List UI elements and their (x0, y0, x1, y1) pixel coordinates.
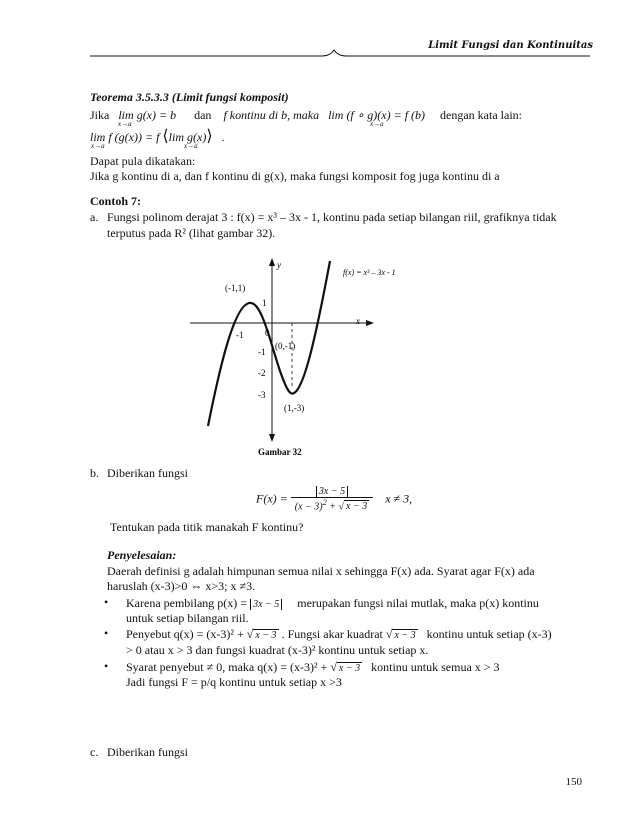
item-a-label: a. (90, 210, 99, 224)
item-c-line1: Diberikan fungsi (107, 745, 188, 759)
F-lhs: F(x) = (256, 491, 288, 506)
item-c-label: c. (90, 745, 99, 759)
y-axis-label: y (277, 260, 281, 270)
graph-figure (180, 256, 420, 456)
bullet-icon: • (104, 626, 109, 640)
item-b-line1: Diberikan fungsi (107, 466, 188, 480)
bullet2-line2: > 0 atau x > 3 dan fungsi kuadrat (x-3)² kontinu untuk setiap x. (126, 643, 429, 657)
expr1: g(x) = b (136, 108, 177, 122)
function-label: f(x) = x³ – 3x - 1 (343, 268, 396, 277)
item-b-label: b. (90, 466, 99, 480)
bullet1-abs: 3x − 5 (250, 599, 282, 610)
F-numerator: 3x − 5 (316, 486, 348, 497)
lim-word: lim (328, 108, 344, 122)
theorem-title: Teorema 3.5.3.3 (Limit fungsi komposit) (90, 90, 289, 104)
F-fraction: $\frac{3x - 5}{(x - 3)^2 + √ x - 3}$ (291, 486, 373, 512)
theorem-line3: Dapat pula dikatakan: (90, 154, 196, 168)
bullet-icon: • (104, 595, 109, 609)
expr4: lim g(x) (168, 130, 207, 144)
bullet-icon: • (104, 659, 109, 673)
y-axis-arrow (269, 258, 275, 266)
bullet3-line1: Syarat penyebut ≠ 0, maka q(x) = (x-3)² + √ x − 3 kontinu untuk semua x > 3 (126, 660, 500, 674)
theorem-line2: lim f (g(x)) = f ⟨lim g(x)⟩ . (90, 128, 225, 145)
bullet1-line1: Karena pembilang p(x) = 3x − 5 merupakan fungsi nilai mutlak, maka p(x) kontinu (126, 596, 539, 610)
solution-line2: haruslah (x-3)>0 ⇔ x>3; x ≠3. (107, 579, 256, 593)
lim-subscript: x→a (370, 120, 384, 128)
text: dan (194, 108, 212, 122)
tick-label: -1 (258, 347, 266, 357)
lim-word: lim (90, 130, 106, 144)
b-question: Tentukan pada titik manakah F kontinu? (110, 520, 304, 534)
expr2: (f ∘ g)(x) = f (b) (346, 108, 426, 122)
text: f kontinu di b, maka (223, 108, 320, 122)
lim-word: lim (118, 108, 134, 122)
lim-subscript: x→a (118, 120, 132, 128)
solution-line1: Daerah definisi g adalah himpunan semua nilai x sehingga F(x) ada. Syarat agar F(x) ada (107, 564, 535, 578)
theorem-line4: Jika g kontinu di a, dan f kontinu di g(x), maka fungsi komposit fog juga kontinu di a (90, 169, 500, 183)
bullet2-sqrt: x − 3 (255, 630, 277, 641)
F-condition: x ≠ 3, (385, 491, 413, 506)
function-F (256, 486, 412, 512)
running-header: Limit Fungsi dan Kontinuitas (428, 40, 593, 51)
theorem-line1 (90, 108, 522, 122)
tick-label: 0 (265, 328, 270, 338)
bullet2-line1: Penyebut q(x) = (x-3)² + √ x − 3 . Fungsi akar kuadrat √ x − 3 kontinu untuk setiap (x-3) (126, 627, 552, 641)
example-title: Contoh 7: (90, 194, 142, 208)
expr3: f (g(x)) = f (108, 130, 160, 144)
bullet1-line2: untuk setiap bilangan riil. (126, 611, 249, 625)
point-yint-label: (0,-1) (275, 341, 296, 351)
tick-label: -1 (236, 330, 244, 340)
tick-label: 1 (262, 298, 267, 308)
item-a-line2: terputus pada R² (lihat gambar 32). (107, 226, 276, 240)
lim-subscript: x→a (91, 142, 105, 150)
F-den-a: (x − 3) (294, 501, 323, 513)
F-den-b: x − 3 (346, 501, 368, 513)
item-a-line1: Fungsi polinom derajat 3 : f(x) = x³ – 3x - 1, kontinu pada setiap bilangan riil, grafiknya tidak (107, 210, 557, 224)
bullet3-sqrt: x − 3 (338, 663, 361, 674)
header-rule (90, 46, 590, 64)
tick-label: -3 (258, 390, 266, 400)
page-number: 150 (565, 776, 582, 788)
text: dengan kata lain: (440, 108, 522, 122)
x-axis-label: x (356, 316, 360, 326)
point-min-label: (1,-3) (284, 403, 305, 413)
lim-subscript: x→a (184, 142, 198, 150)
x-axis-arrow (366, 320, 374, 326)
solution-title: Penyelesaian: (107, 548, 177, 562)
point-max-label: (-1,1) (225, 283, 246, 293)
tick-label: -2 (258, 368, 266, 378)
bullet3-line2: Jadi fungsi F = p/q kontinu untuk setiap x >3 (126, 675, 342, 689)
figure-caption: Gambar 32 (258, 447, 302, 456)
y-axis-arrow-down (269, 434, 275, 442)
bullet2-sqrt2: x − 3 (394, 630, 416, 641)
text: Jika (90, 108, 110, 122)
